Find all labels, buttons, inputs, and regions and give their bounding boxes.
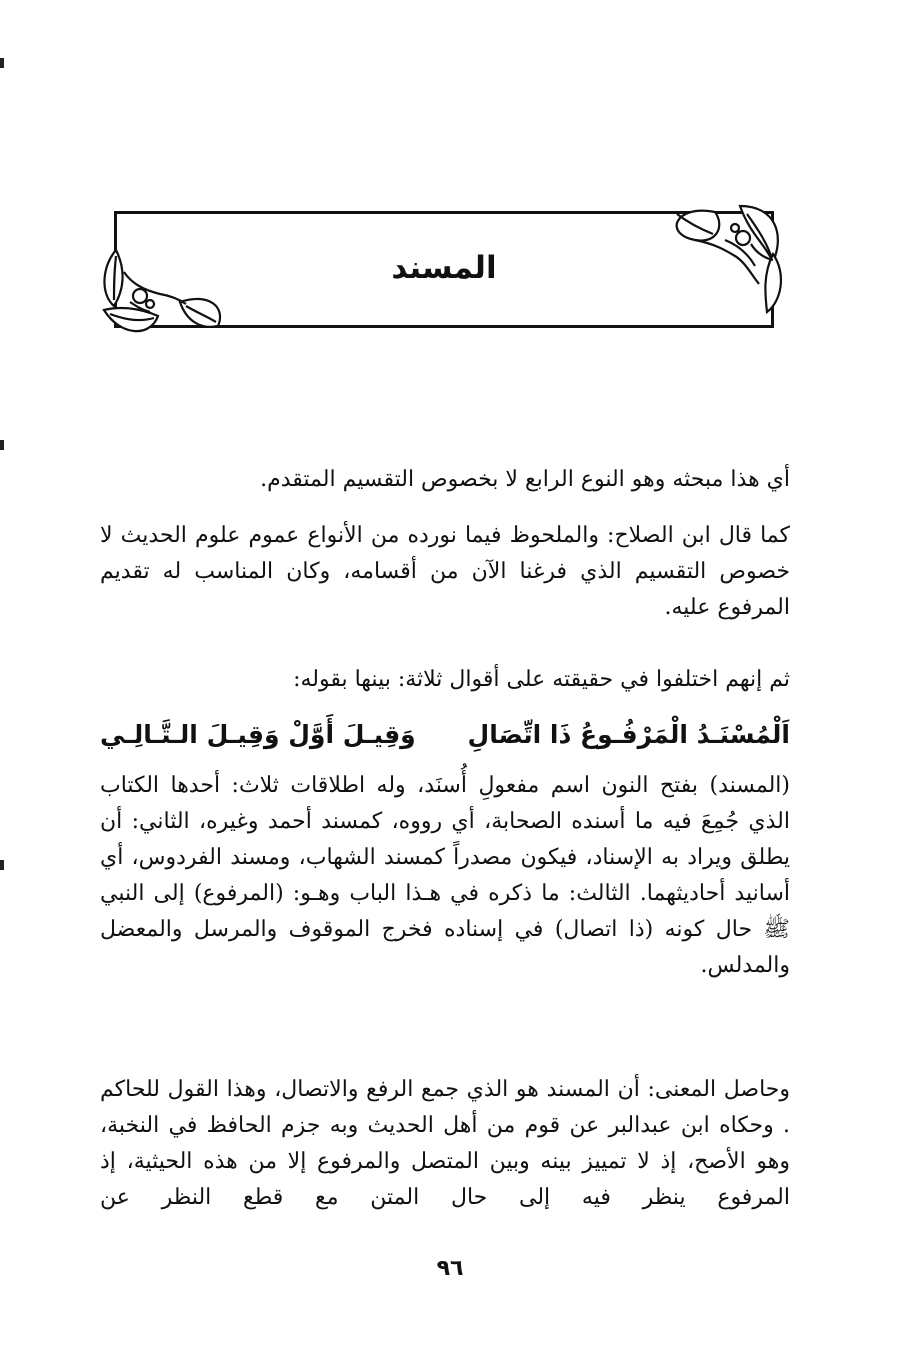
floral-ornament-icon bbox=[655, 204, 785, 314]
scan-edge-mark bbox=[0, 860, 4, 870]
paragraph-intro: أي هذا مبحثه وهو النوع الرابع لا بخصوص التقسيم المتقدم. bbox=[260, 467, 790, 492]
paragraph-commentary: (المسند) بفتح النون اسم مفعولِ أُسنَد، وله اطلاقات ثلاث: أحدها الكتاب الذي جُمِعَ فيه ما أسنده الصحابة، أي رووه، كمسند أحمد وغيره، الثاني: أن يطلق ويراد به الإسناد، فيكون مصدراً كمسند الشهاب، ومسند الفردوس، أي أسانيد أحاديثهما. الثالث: ما ذكره في هـذا الباب وهـو: (المرفوع) إلى النبي ﷺ حال كونه (ذا اتصال) في إسناده فخرج الموقوف والمرسل والمعضل والمدلس. bbox=[100, 773, 790, 978]
verse-first-hemistich: اَلْمُسْنَـدُ الْمَرْفُـوعُ ذَا اتِّصَالِ bbox=[467, 720, 790, 749]
page-number: ٩٦ bbox=[436, 1256, 464, 1281]
scan-edge-mark bbox=[0, 58, 4, 68]
chapter-title: المسند bbox=[391, 250, 497, 286]
paragraph-summary: وحاصل المعنى: أن المسند هو الذي جمع الرفع والاتصال، وهذا القول للحاكم . وحكاه ابن عبدالبر عن قوم من أهل الحديث وبه جزم الحافظ في النخبة، وهو الأصح، إذ لا تمييز بينه وبين المتصل والمرفوع إلا من هذه الحيثية، إذ المرفوع ينظر فيه إلى حال المتن مع قطع النظر عن bbox=[100, 1077, 790, 1210]
paragraph-ibn-salah: كما قال ابن الصلاح: والملحوظ فيما نورده من الأنواع عموم علوم الحديث لا خصوص التقسيم الذي فرغنا الآن من أقسامه، وكان المناسب له تقديم المرفوع عليه. bbox=[100, 523, 790, 620]
verse-second-hemistich: وَقِيـلَ أَوَّلْ وَقِيـلَ الـتَّـالِـي bbox=[100, 720, 416, 749]
scan-edge-mark bbox=[0, 440, 4, 450]
poem-verse bbox=[100, 713, 790, 757]
floral-ornament-icon bbox=[100, 246, 225, 336]
paragraph-verse-intro: ثم إنهم اختلفوا في حقيقته على أقوال ثلاثة: بينها بقوله: bbox=[293, 667, 790, 692]
